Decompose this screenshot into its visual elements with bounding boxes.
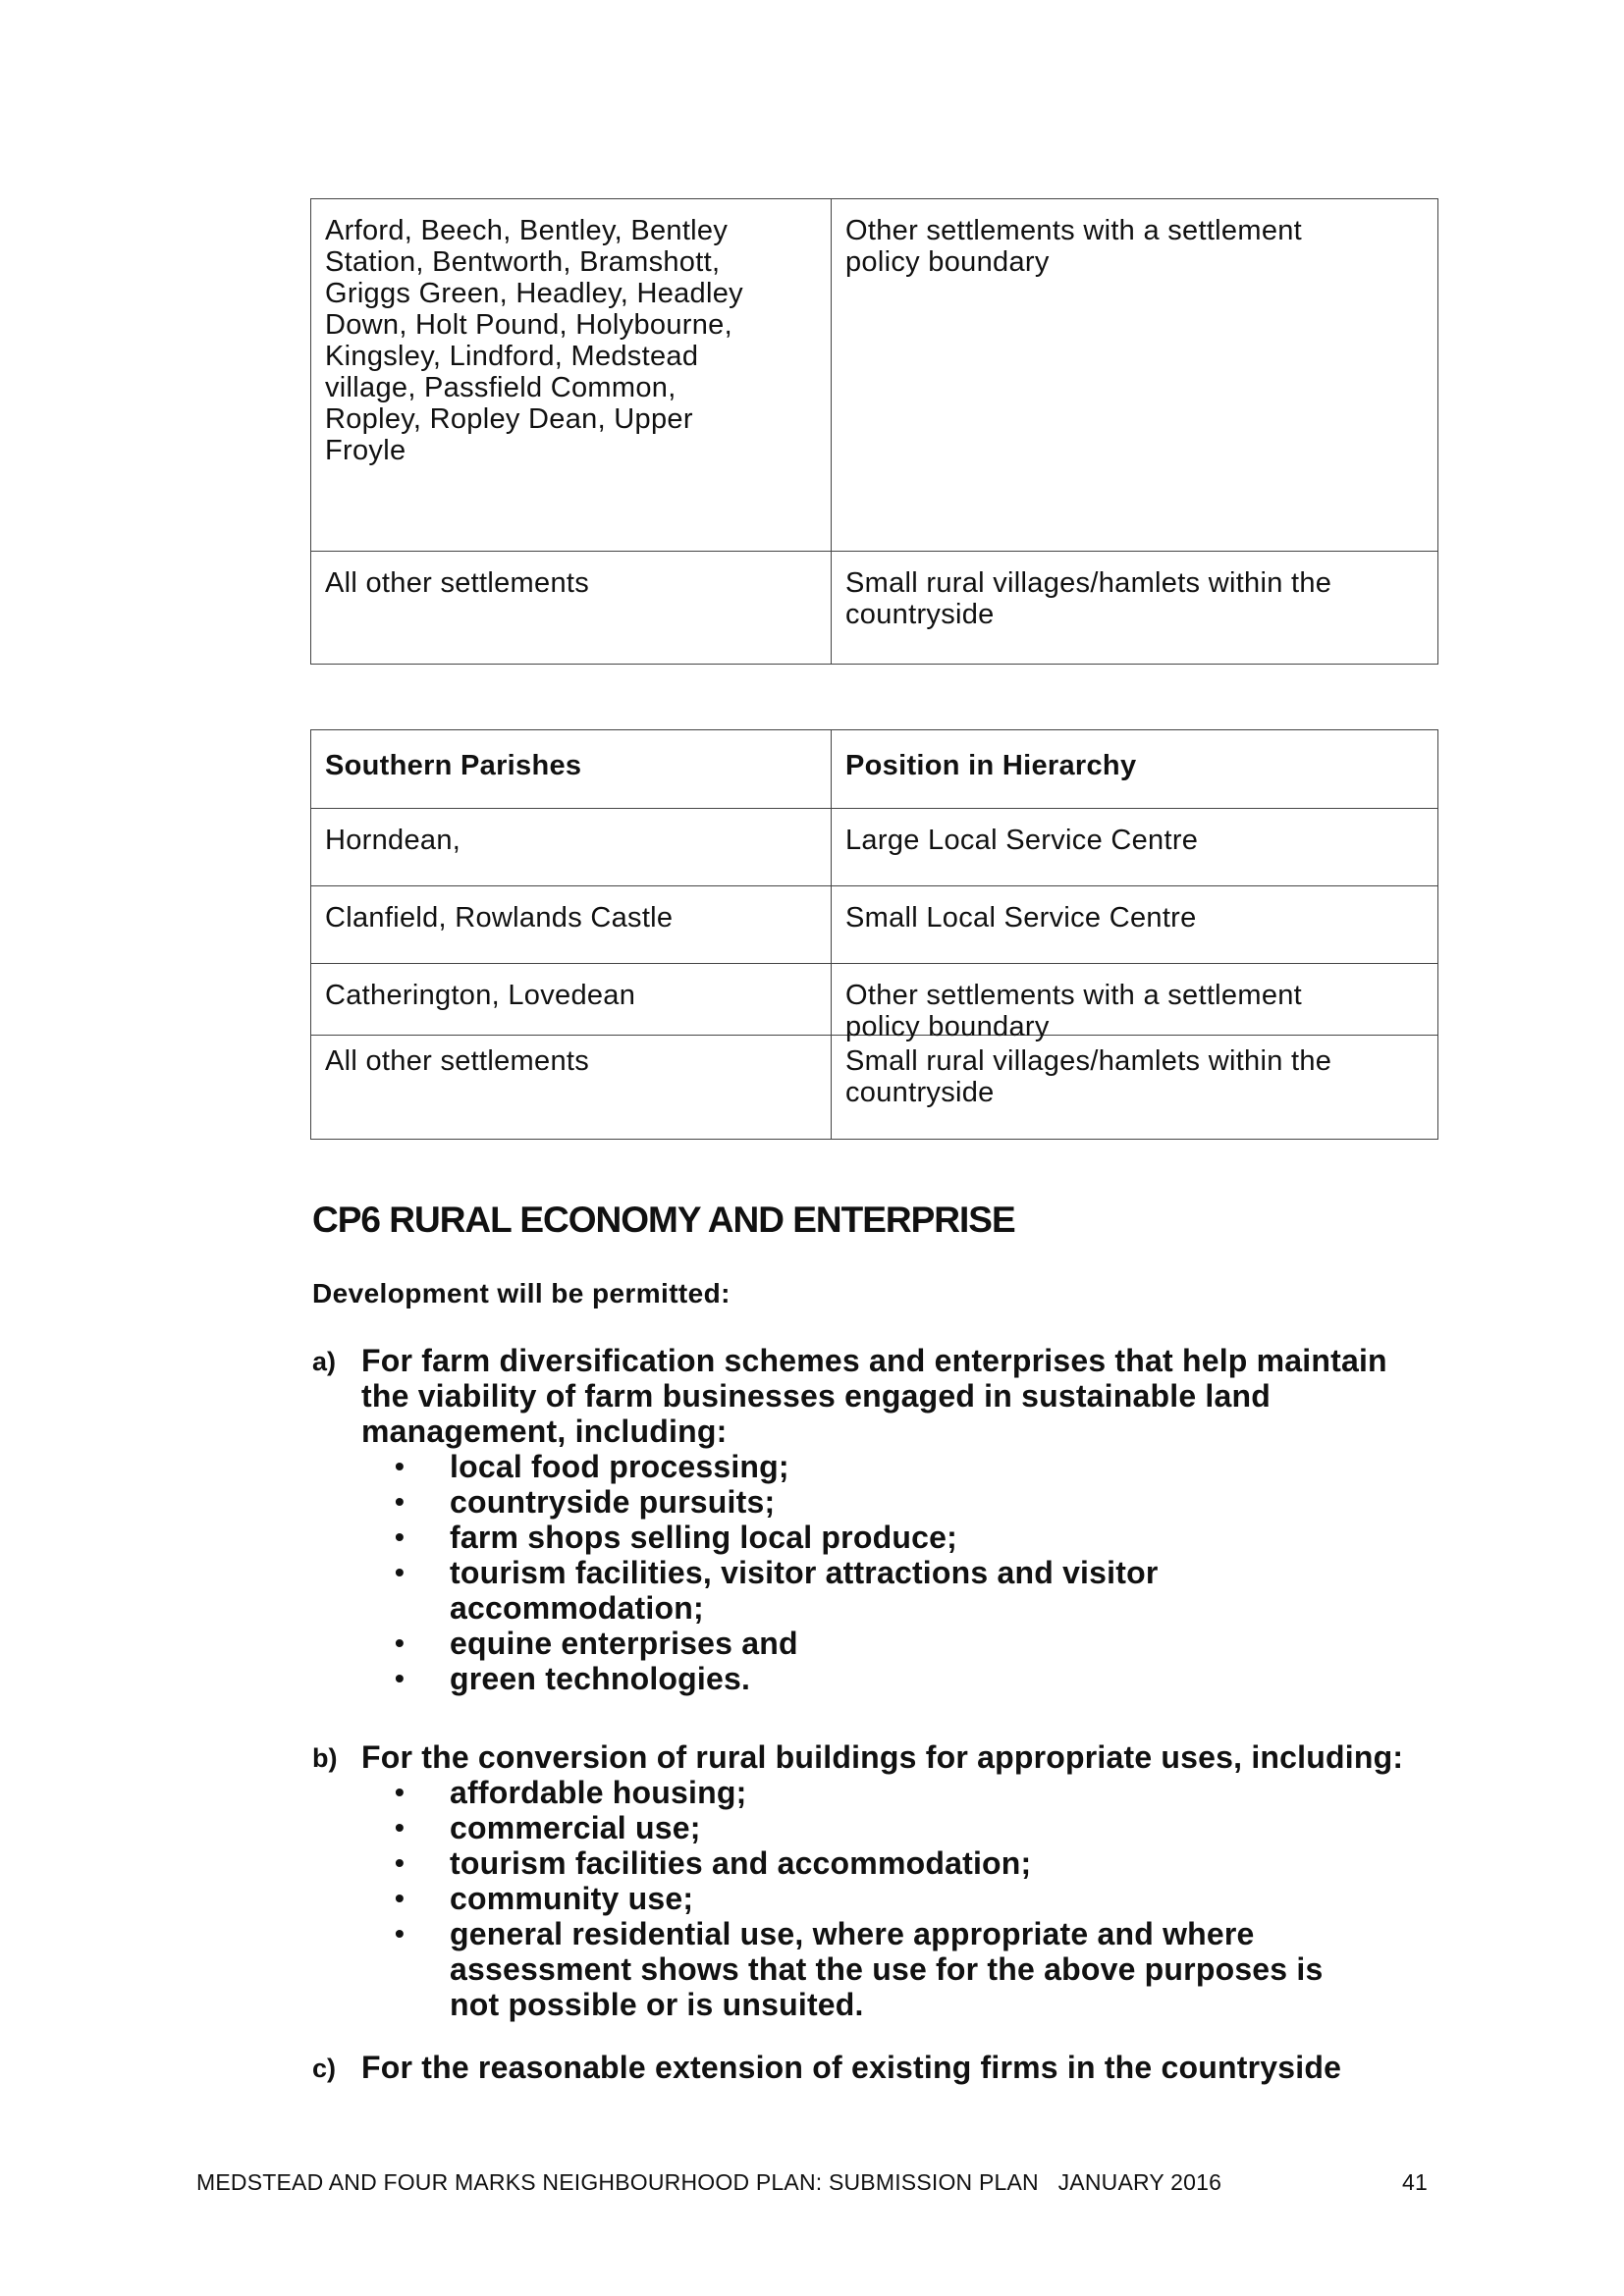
table-cell-position: Small rural villages/hamlets within the countryside [832,552,1438,665]
clause-marker: b) [312,1743,338,1773]
bullet-icon: • [395,1522,406,1552]
table-cell-position: Other settlements with a settlement policy boundary [832,199,1438,552]
bullet-icon: • [395,1812,406,1842]
table-row [311,886,1438,964]
list-item: • commercial use; [395,1810,701,1845]
table-cell-settlements: Arford, Beech, Bentley, Bentley Station, Bentworth, Bramshott, Griggs Green, Headley, Headley Down, Holt Pound, Holybourne, Kingsley, Lindford, Medstead village, Passfield Common, Ropley, Ropley Dean, Upper Froyle [311,199,832,552]
bullet-icon: • [395,1918,406,1949]
list-item: • equine enterprises and [395,1626,798,1661]
table-row [311,199,1438,552]
list-item: • general residential use, where appropriate and where assessment shows that the use for the above purposes is not possible or is unsuited. [395,1916,1324,2022]
table-cell-settlements: All other settlements [311,552,832,665]
bullet-icon: • [395,1663,406,1693]
settlement-hierarchy-table-continued [310,198,1438,665]
clipped-cell-text: Other settlements with a settlement policy boundary [845,980,1303,1042]
list-item: • community use; [395,1881,694,1916]
table-cell-settlements: Clanfield, Rowlands Castle [311,886,832,964]
policy-clause-c [312,2050,1451,2085]
bullet-icon: • [395,1883,406,1913]
table-cell-position: Large Local Service Centre [832,809,1438,886]
page-footer [196,2169,1428,2196]
section-intro: Development will be permitted: [312,1278,731,1308]
table-cell-settlements: Catherington, Lovedean [311,964,832,1036]
footer-title: MEDSTEAD AND FOUR MARKS NEIGHBOURHOOD PLAN: SUBMISSION PLAN JANUARY 2016 [196,2169,1222,2195]
table-cell-settlements: Horndean, [311,809,832,886]
list-item: • tourism facilities, visitor attractions and visitor accommodation; [395,1555,1159,1626]
list-item: • farm shops selling local produce; [395,1520,957,1555]
clause-text: For farm diversification schemes and enterprises that help maintain the viability of farm businesses engaged in sustainable land management, including: [361,1343,1387,1449]
policy-clause-b [312,1739,1451,2022]
bullet-icon: • [395,1847,406,1878]
bullet-icon: • [395,1628,406,1658]
page-number: 41 [1402,2169,1428,2195]
bullet-icon: • [395,1451,406,1481]
clause-marker: c) [312,2054,337,2083]
clause-marker: a) [312,1347,337,1376]
bullet-list [395,1449,1451,1696]
bullet-list [395,1775,1451,2022]
southern-parishes-table [310,729,1438,1140]
clause-text: For the reasonable extension of existing firms in the countryside [361,2050,1342,2085]
table-row [311,809,1438,886]
bullet-icon: • [395,1557,406,1587]
table-row [311,552,1438,665]
clause-text: For the conversion of rural buildings for appropriate uses, including: [361,1739,1404,1775]
list-item: • countryside pursuits; [395,1484,776,1520]
list-item: • affordable housing; [395,1775,747,1810]
table-header-settlements: Southern Parishes [311,730,832,809]
table-row [311,964,1438,1036]
table-cell-position [832,964,1438,1042]
bullet-icon: • [395,1777,406,1807]
section-heading: CP6 RURAL ECONOMY AND ENTERPRISE [312,1200,1015,1240]
table-row [311,1036,1438,1140]
table-cell-settlements: All other settlements [311,1036,832,1140]
bullet-icon: • [395,1486,406,1517]
table-header-row [311,730,1438,809]
table-cell-position: Small rural villages/hamlets within the countryside [832,1036,1438,1140]
policy-clause-a [312,1343,1451,1696]
list-item: • green technologies. [395,1661,751,1696]
table-header-position: Position in Hierarchy [832,730,1438,809]
list-item: • local food processing; [395,1449,789,1484]
list-item: • tourism facilities and accommodation; [395,1845,1032,1881]
table-cell-position: Small Local Service Centre [832,886,1438,964]
